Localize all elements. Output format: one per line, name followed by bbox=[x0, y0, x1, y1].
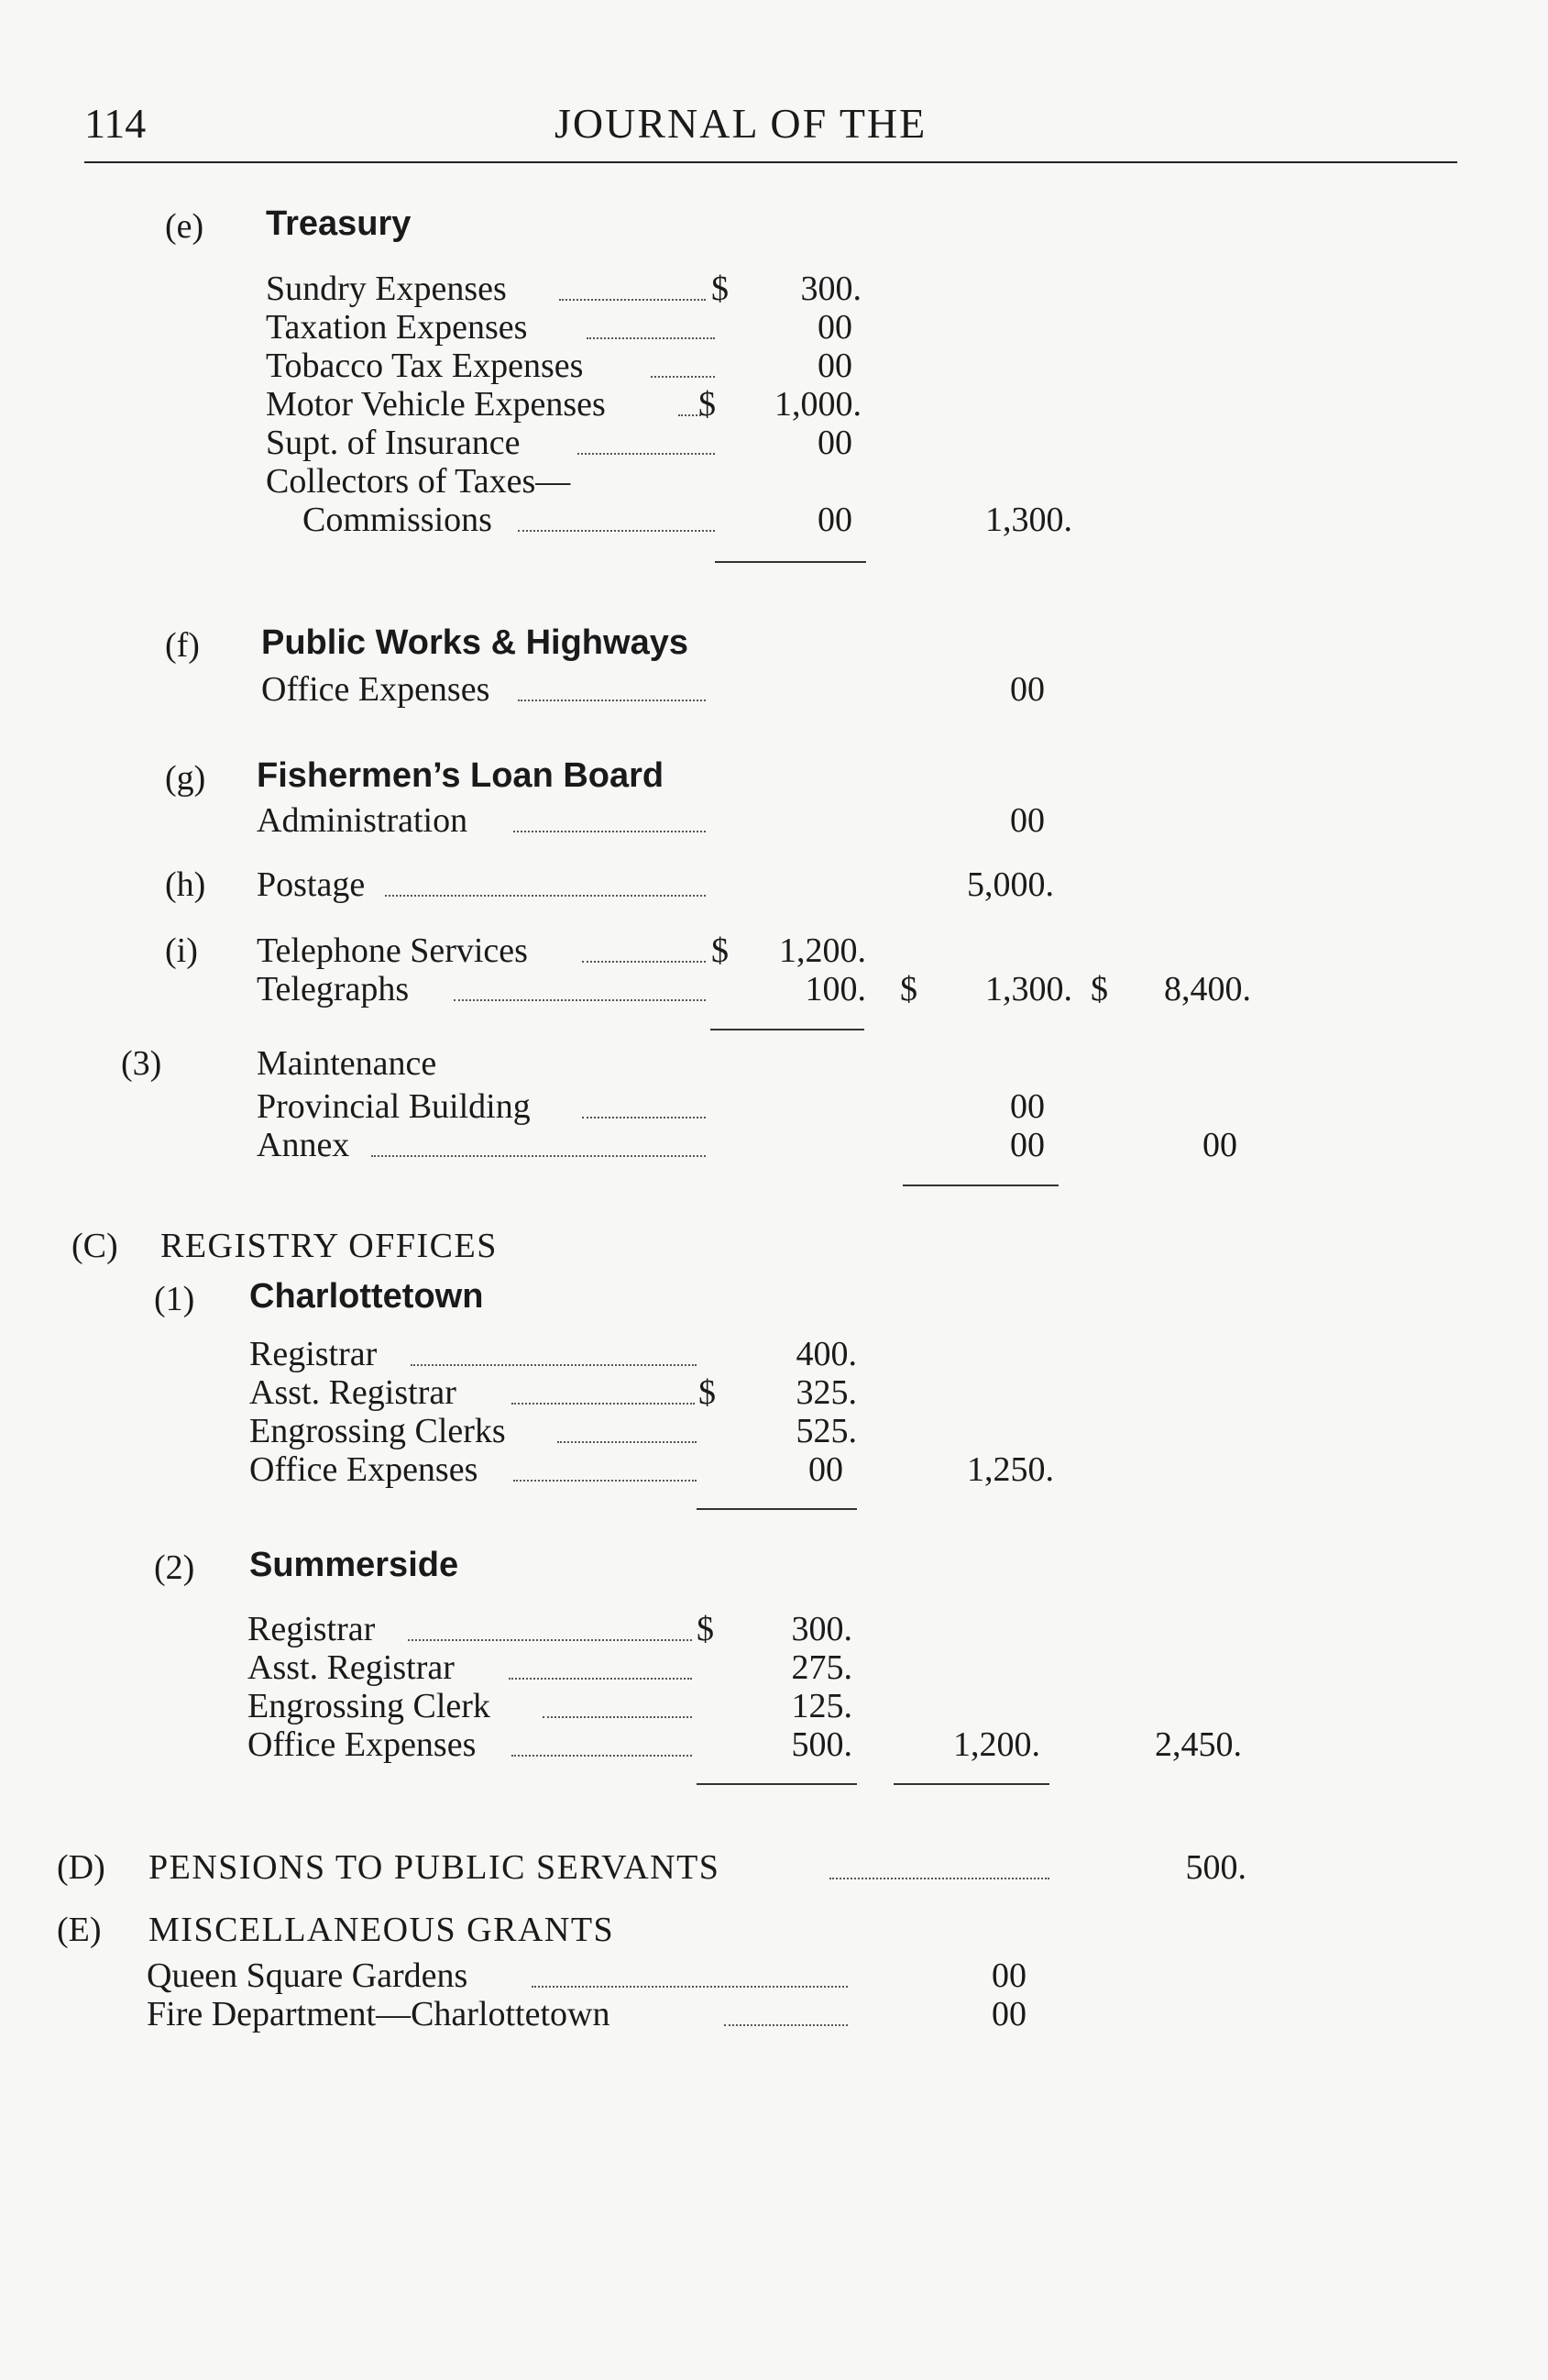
grand-total: 2,450. bbox=[1155, 1725, 1242, 1764]
dot-leader bbox=[518, 530, 715, 532]
item-amount: 00 bbox=[808, 1450, 843, 1489]
dot-leader bbox=[532, 1986, 848, 1988]
item-name: Office Expenses bbox=[249, 1450, 478, 1489]
item-name: Taxation Expenses bbox=[266, 308, 528, 347]
total-amount: 00 bbox=[1202, 1126, 1237, 1164]
dollar-sign: $ bbox=[1091, 970, 1108, 1008]
item-name: Collectors of Taxes— bbox=[266, 462, 571, 501]
section-label: (f) bbox=[165, 626, 200, 665]
dot-leader bbox=[454, 999, 706, 1001]
dot-leader bbox=[582, 961, 706, 963]
item-name: Motor Vehicle Expenses bbox=[266, 385, 606, 424]
item-amount: 1,200. bbox=[779, 931, 866, 970]
item-amount: 525. bbox=[796, 1412, 857, 1450]
header-rule bbox=[84, 161, 1457, 163]
subsection-heading: Summerside bbox=[249, 1546, 459, 1584]
dot-leader bbox=[829, 1878, 1049, 1879]
item-name: Registrar bbox=[249, 1335, 378, 1373]
dot-leader bbox=[577, 453, 715, 455]
section-heading: REGISTRY OFFICES bbox=[160, 1227, 498, 1265]
dot-leader bbox=[557, 1441, 697, 1443]
item-name: Engrossing Clerk bbox=[247, 1687, 490, 1725]
dollar-sign: $ bbox=[697, 1610, 714, 1648]
item-name: Sundry Expenses bbox=[266, 270, 507, 308]
section-heading: Fishermen’s Loan Board bbox=[257, 756, 664, 795]
dot-leader bbox=[724, 2024, 848, 2026]
dot-leader bbox=[543, 1716, 692, 1718]
page-number: 114 bbox=[84, 100, 147, 147]
item-amount: 00 bbox=[818, 347, 852, 385]
item-name: Postage bbox=[257, 865, 366, 904]
dot-leader bbox=[511, 1755, 692, 1757]
sum-rule bbox=[715, 561, 866, 563]
section-label: (D) bbox=[57, 1848, 105, 1887]
dot-leader bbox=[509, 1678, 692, 1680]
dollar-sign: $ bbox=[711, 270, 729, 308]
item-amount: 400. bbox=[796, 1335, 857, 1373]
subtotal-amount: 1,300. bbox=[985, 970, 1072, 1008]
dot-leader bbox=[518, 700, 706, 701]
item-amount: 300. bbox=[791, 1610, 852, 1648]
subsection-label: (1) bbox=[154, 1280, 195, 1318]
item-name: Annex bbox=[257, 1126, 350, 1164]
dot-leader bbox=[411, 1364, 697, 1366]
item-amount: 1,000. bbox=[774, 385, 862, 424]
item-amount: 00 bbox=[818, 501, 852, 539]
section-heading: Public Works & Highways bbox=[261, 623, 688, 662]
item-name: Asst. Registrar bbox=[249, 1373, 456, 1412]
item-amount: 00 bbox=[992, 1956, 1027, 1995]
dot-leader bbox=[513, 1480, 697, 1482]
sum-rule bbox=[697, 1508, 857, 1510]
item-name: Office Expenses bbox=[261, 670, 490, 709]
item-amount: 00 bbox=[1010, 670, 1045, 709]
item-amount: 00 bbox=[818, 424, 852, 462]
item-amount: 100. bbox=[805, 970, 866, 1008]
item-name: Registrar bbox=[247, 1610, 376, 1648]
section-label: (C) bbox=[71, 1227, 118, 1265]
dot-leader bbox=[385, 895, 706, 897]
section-total: 1,300. bbox=[985, 501, 1072, 539]
section-total: 1,250. bbox=[967, 1450, 1054, 1489]
section-total: 1,200. bbox=[953, 1725, 1040, 1764]
section-label: (i) bbox=[165, 931, 198, 970]
section-heading: PENSIONS TO PUBLIC SERVANTS bbox=[148, 1848, 720, 1887]
subsection-label: (2) bbox=[154, 1548, 195, 1587]
section-label: (3) bbox=[121, 1044, 162, 1083]
dot-leader bbox=[582, 1117, 706, 1118]
sum-rule bbox=[697, 1783, 857, 1785]
dot-leader bbox=[408, 1639, 692, 1641]
item-name: Office Expenses bbox=[247, 1725, 477, 1764]
item-name: Telephone Services bbox=[257, 931, 528, 970]
item-amount: 325. bbox=[796, 1373, 857, 1412]
section-heading: Maintenance bbox=[257, 1044, 437, 1083]
item-name: Administration bbox=[257, 801, 468, 840]
dot-leader bbox=[511, 1403, 695, 1405]
total-amount: 8,400. bbox=[1164, 970, 1251, 1008]
dot-leader bbox=[371, 1155, 706, 1157]
section-label: (E) bbox=[57, 1911, 102, 1949]
item-amount: 125. bbox=[791, 1687, 852, 1725]
dot-leader bbox=[559, 299, 706, 301]
item-amount: 00 bbox=[818, 308, 852, 347]
item-amount: 500. bbox=[791, 1725, 852, 1764]
section-heading: Treasury bbox=[266, 204, 412, 243]
section-label: (g) bbox=[165, 759, 206, 798]
section-label: (e) bbox=[165, 207, 204, 246]
running-title: JOURNAL OF THE bbox=[554, 100, 928, 147]
dollar-sign: $ bbox=[711, 931, 729, 970]
item-amount: 300. bbox=[800, 270, 862, 308]
item-name: Queen Square Gardens bbox=[147, 1956, 468, 1995]
dot-leader bbox=[651, 376, 715, 378]
dot-leader bbox=[513, 831, 706, 832]
section-label: (h) bbox=[165, 865, 206, 904]
dollar-sign: $ bbox=[698, 385, 716, 424]
dollar-sign: $ bbox=[698, 1373, 716, 1412]
dollar-sign: $ bbox=[900, 970, 917, 1008]
item-amount: 500. bbox=[1185, 1848, 1246, 1887]
item-name: Commissions bbox=[302, 501, 492, 539]
sum-rule bbox=[710, 1029, 864, 1030]
item-name: Telegraphs bbox=[257, 970, 410, 1008]
sum-rule bbox=[894, 1783, 1049, 1785]
item-amount: 00 bbox=[1010, 1126, 1045, 1164]
item-name: Tobacco Tax Expenses bbox=[266, 347, 584, 385]
item-amount: 5,000. bbox=[967, 865, 1054, 904]
subsection-heading: Charlottetown bbox=[249, 1277, 484, 1316]
item-amount: 00 bbox=[992, 1995, 1027, 2033]
item-name: Fire Department—Charlottetown bbox=[147, 1995, 610, 2033]
sum-rule bbox=[903, 1184, 1059, 1186]
section-heading: MISCELLANEOUS GRANTS bbox=[148, 1911, 615, 1949]
item-name: Engrossing Clerks bbox=[249, 1412, 506, 1450]
item-amount: 00 bbox=[1010, 801, 1045, 840]
item-amount: 00 bbox=[1010, 1087, 1045, 1126]
item-name: Supt. of Insurance bbox=[266, 424, 521, 462]
item-name: Asst. Registrar bbox=[247, 1648, 455, 1687]
item-name: Provincial Building bbox=[257, 1087, 531, 1126]
item-amount: 275. bbox=[791, 1648, 852, 1687]
dot-leader bbox=[587, 337, 715, 339]
